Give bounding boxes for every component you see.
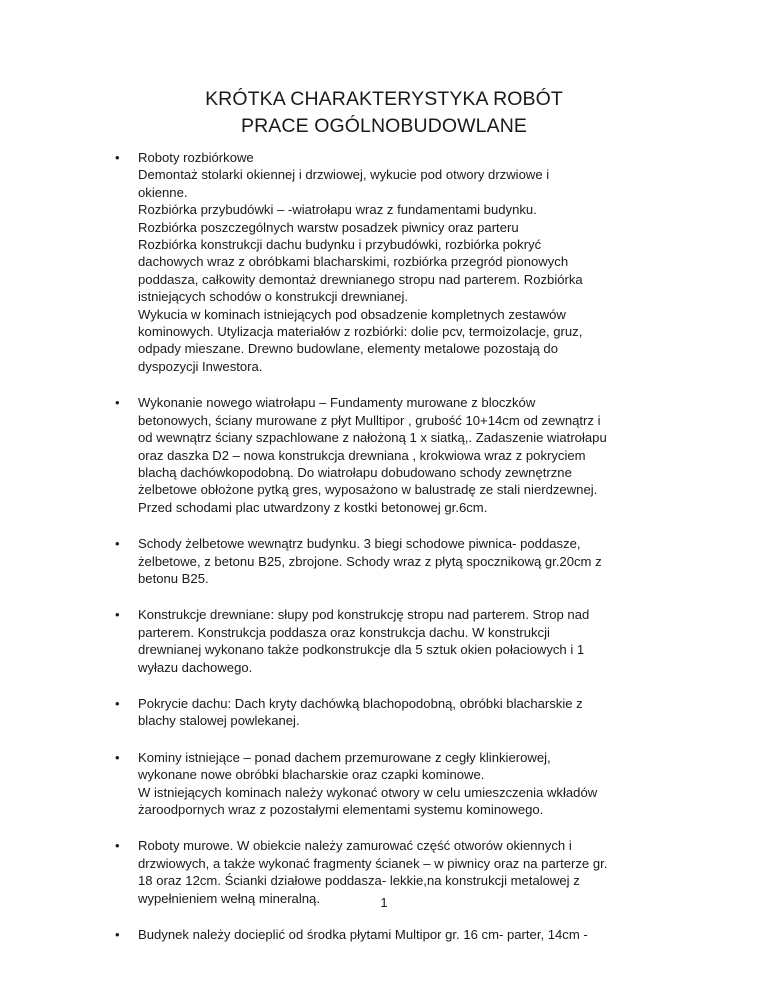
bullet-text-line: wykonane nowe obróbki blacharskie oraz czapki kominowe. xyxy=(138,767,485,783)
bullet-marker: • xyxy=(115,695,120,711)
bullet-text-line: żelbetowe obłożone pytką gres, wyposażono w balustradę ze stali nierdzewnej. xyxy=(138,482,598,498)
title-line-1: KRÓTKA CHARAKTERYSTYKA ROBÓT xyxy=(205,88,563,110)
bullet-marker: • xyxy=(115,607,120,623)
page-number: 1 xyxy=(380,895,388,910)
bullet-item xyxy=(115,394,660,516)
bullet-text-line: istniejących schodów o konstrukcji drewnianej. xyxy=(138,289,409,305)
bullet-marker: • xyxy=(115,927,120,943)
bullet-text-line: od wewnątrz ściany szpachlowane z nałożoną 1 x siatką,. Zadaszenie wiatrołapu xyxy=(138,430,607,446)
bullet-text-line: wyłazu dachowego. xyxy=(138,659,253,675)
bullet-text-line: Rozbiórka poszczególnych warstw posadzek piwnicy oraz parteru xyxy=(138,219,519,235)
bullet-text-line: dyspozycji Inwestora. xyxy=(138,358,263,374)
bullet-text-line: wypełnieniem wełną mineralną. xyxy=(138,890,320,906)
title-line-2: PRACE OGÓLNOBUDOWLANE xyxy=(241,115,527,137)
bullet-text-line: Przed schodami plac utwardzony z kostki betonowej gr.6cm. xyxy=(138,499,488,515)
bullet-item xyxy=(115,149,660,375)
bullet-item xyxy=(115,606,660,676)
bullet-list xyxy=(115,149,660,962)
bullet-text-line: Kominy istniejące – ponad dachem przemurowane z cegły klinkierowej, xyxy=(138,749,551,765)
bullet-text-line: blachy stalowej powlekanej. xyxy=(138,713,300,729)
bullet-text-line: dachowych wraz z obróbkami blacharskimi, rozbiórka przegród pionowych xyxy=(138,254,569,270)
bullet-text-line: poddasza, całkowity demontaż drewnianego stropu nad parterem. Rozbiórka xyxy=(138,271,583,287)
bullet-text-line: Wykucia w kominach istniejących pod obsadzenie kompletnych zestawów xyxy=(138,306,566,322)
bullet-text-line: okienne. xyxy=(138,184,188,200)
bullet-text-line: Pokrycie dachu: Dach kryty dachówką blachopodobną, obróbki blacharskie z xyxy=(138,695,583,711)
bullet-text-line: Schody żelbetowe wewnątrz budynku. 3 biegi schodowe piwnica- poddasze, xyxy=(138,536,581,552)
bullet-text-line: żelbetowe, z betonu B25, zbrojone. Schody wraz z płytą spocznikową gr.20cm z xyxy=(138,553,602,569)
bullet-item xyxy=(115,749,660,819)
bullet-text-line: Demontaż stolarki okiennej i drzwiowej, wykucie pod otwory drzwiowe i xyxy=(138,167,550,183)
bullet-text-line: Konstrukcje drewniane: słupy pod konstrukcję stropu nad parterem. Strop nad xyxy=(138,607,590,623)
document-title xyxy=(0,86,768,140)
bullet-text-line: blachą dachówkopodobną. Do wiatrołapu dobudowano schody zewnętrzne xyxy=(138,464,572,480)
bullet-text-line: drzwiowych, a także wykonać fragmenty ścianek – w piwnicy oraz na parterze gr. xyxy=(138,855,608,871)
bullet-text-line: Rozbiórka konstrukcji dachu budynku i przybudówki, rozbiórka pokryć xyxy=(138,237,542,253)
bullet-text-line: Wykonanie nowego wiatrołapu – Fundamenty murowane z bloczków xyxy=(138,395,536,411)
bullet-text-line: betonowych, ściany murowane z płyt Mulltipor , grubość 10+14cm od zewnątrz i xyxy=(138,412,601,428)
bullet-text-line: żaroodpornych wraz z pozostałymi elementami systemu kominowego. xyxy=(138,802,544,817)
bullet-text-line: drewnianej wykonano także podkonstrukcje dla 5 sztuk okien połaciowych i 1 xyxy=(138,642,585,658)
bullet-text-line: Rozbiórka przybudówki – -wiatrołapu wraz z fundamentami budynku. xyxy=(138,202,537,218)
bullet-text-line: odpady mieszane. Drewno budowlane, elementy metalowe pozostają do xyxy=(138,341,558,357)
bullet-text-line: kominowych. Utylizacja materiałów z rozbiórki: dolie pcv, termoizolacje, gruz, xyxy=(138,324,583,340)
bullet-text-line: Roboty murowe. W obiekcie należy zamurować część otworów okiennych i xyxy=(138,838,572,854)
bullet-marker: • xyxy=(115,150,120,165)
bullet-item xyxy=(115,535,660,587)
bullet-text-line: betonu B25. xyxy=(138,570,209,586)
bullet-text-line: Roboty rozbiórkowe xyxy=(138,150,254,165)
bullet-marker: • xyxy=(115,395,120,411)
bullet-text-line: parterem. Konstrukcja poddasza oraz konstrukcja dachu. W konstrukcji xyxy=(138,624,550,640)
bullet-text-line: oraz daszka D2 – nowa konstrukcja drewniana , krokwiowa wraz z pokryciem xyxy=(138,447,586,463)
bullet-item xyxy=(115,695,660,730)
bullet-marker: • xyxy=(115,838,120,854)
bullet-text-line: Budynek należy docieplić od środka płytami Multipor gr. 16 cm- parter, 14cm - xyxy=(138,927,588,943)
bullet-marker: • xyxy=(115,536,120,552)
bullet-item xyxy=(115,926,660,943)
bullet-text-line: W istniejących kominach należy wykonać otwory w celu umieszczenia wkładów xyxy=(138,784,598,800)
bullet-text-line: 18 oraz 12cm. Ścianki działowe poddasza- lekkie,na konstrukcji metalowej z xyxy=(138,873,580,889)
bullet-marker: • xyxy=(115,749,120,765)
